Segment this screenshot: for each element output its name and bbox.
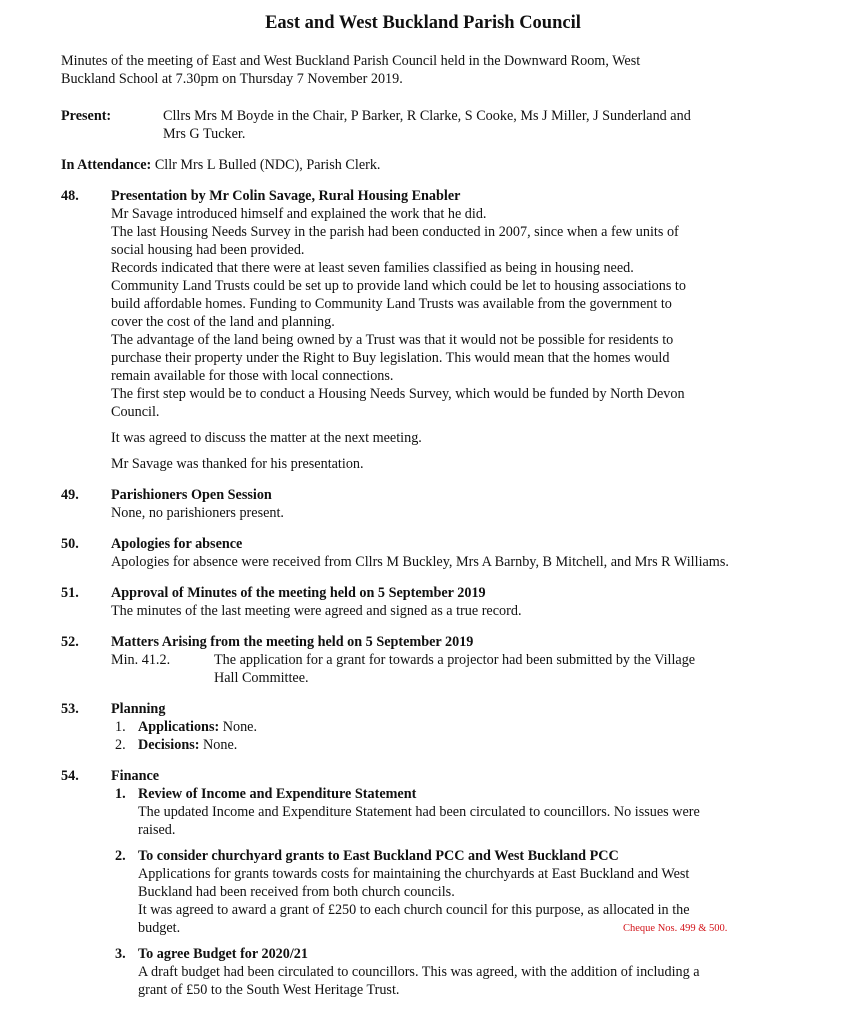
list-item-label: Decisions: xyxy=(138,737,200,753)
list-item-number: 2. xyxy=(115,737,126,753)
section-51-text: The minutes of the last meeting were agreed and signed as a true record. xyxy=(111,603,522,619)
section-51-number: 51. xyxy=(61,585,79,601)
section-48-thanked: Mr Savage was thanked for his presentation. xyxy=(111,456,364,472)
minute-text xyxy=(214,651,774,687)
intro-line: Minutes of the meeting of East and West Buckland Parish Council held in the Downward Room, West xyxy=(61,53,641,69)
section-48-number: 48. xyxy=(61,188,79,204)
finance-item-1-line: The updated Income and Expenditure Statement had been circulated to councillors. No issues were xyxy=(138,804,700,820)
list-item-text: None. xyxy=(199,737,238,753)
cheque-annotation: Cheque Nos. 499 & 500. xyxy=(623,923,728,934)
section-49 xyxy=(111,486,811,522)
section-50 xyxy=(111,535,846,571)
present-line: Mrs G Tucker. xyxy=(163,126,246,142)
section-49-text: None, no parishioners present. xyxy=(111,505,284,521)
finance-item-3-heading: To agree Budget for 2020/21 xyxy=(138,946,308,962)
section-48-line: Records indicated that there were at least seven families classified as being in housing need. xyxy=(111,260,634,276)
section-48-line: social housing had been provided. xyxy=(111,242,305,258)
section-54 xyxy=(111,767,811,999)
finance-item-3 xyxy=(111,945,811,999)
section-51-heading: Approval of Minutes of the meeting held on 5 September 2019 xyxy=(111,585,486,601)
present-list xyxy=(163,107,803,143)
section-48-line: build affordable homes. Funding to Community Land Trusts was available from the government to xyxy=(111,296,672,312)
list-item-number: 3. xyxy=(115,946,126,962)
minute-line: Hall Committee. xyxy=(214,670,309,686)
finance-item-1-line: raised. xyxy=(138,822,176,838)
section-48-line: cover the cost of the land and planning. xyxy=(111,314,335,330)
section-49-heading: Parishioners Open Session xyxy=(111,487,272,503)
list-item-number: 1. xyxy=(115,719,126,735)
minute-reference: Min. 41.2. xyxy=(111,652,171,668)
finance-item-2 xyxy=(111,847,811,937)
finance-item-2-line: Applications for grants towards costs for maintaining the churchyards at East Buckland and West xyxy=(138,866,690,882)
attendance-label: In Attendance: xyxy=(61,157,152,173)
finance-item-2-line: budget. xyxy=(138,920,181,936)
list-item-number: 2. xyxy=(115,848,126,864)
section-52 xyxy=(111,633,811,693)
section-53 xyxy=(111,700,811,754)
section-51 xyxy=(111,584,811,620)
list-item xyxy=(111,736,811,754)
finance-item-1-heading: Review of Income and Expenditure Statement xyxy=(138,786,417,802)
section-50-number: 50. xyxy=(61,536,79,552)
section-53-number: 53. xyxy=(61,701,79,717)
present-line: Cllrs Mrs M Boyde in the Chair, P Barker, R Clarke, S Cooke, Ms J Miller, J Sunderland and xyxy=(163,108,691,124)
list-item-text: None. xyxy=(219,719,258,735)
present-label: Present: xyxy=(61,108,112,124)
section-52-heading: Matters Arising from the meeting held on 5 September 2019 xyxy=(111,634,474,650)
finance-item-1 xyxy=(111,785,811,839)
section-54-number: 54. xyxy=(61,768,79,784)
section-52-number: 52. xyxy=(61,634,79,650)
section-48-agreed: It was agreed to discuss the matter at the next meeting. xyxy=(111,430,422,446)
document-title: East and West Buckland Parish Council xyxy=(265,13,581,33)
section-48-line: The last Housing Needs Survey in the parish had been conducted in 2007, since when a few units of xyxy=(111,224,679,240)
finance-item-2-heading: To consider churchyard grants to East Buckland PCC and West Buckland PCC xyxy=(138,848,619,864)
finance-item-3-line: A draft budget had been circulated to councillors. This was agreed, with the addition of including a xyxy=(138,964,700,980)
intro-paragraph xyxy=(61,52,801,88)
finance-item-2-line: It was agreed to award a grant of £250 to each church council for this purpose, as allocated in the xyxy=(138,902,690,918)
section-48-heading: Presentation by Mr Colin Savage, Rural Housing Enabler xyxy=(111,188,461,204)
section-48-line: The advantage of the land being owned by a Trust was that it would not be possible for residents to xyxy=(111,332,674,348)
attendance-text: Cllr Mrs L Bulled (NDC), Parish Clerk. xyxy=(151,157,381,173)
section-48-line: remain available for those with local connections. xyxy=(111,368,394,384)
section-48-line: Mr Savage introduced himself and explained the work that he did. xyxy=(111,206,487,222)
section-49-number: 49. xyxy=(61,487,79,503)
section-48-line: The first step would be to conduct a Housing Needs Survey, which would be funded by North Devon xyxy=(111,386,685,402)
section-48-line: Community Land Trusts could be set up to provide land which could be let to housing associations to xyxy=(111,278,686,294)
list-item-label: Applications: xyxy=(138,719,220,735)
finance-item-3-line: grant of £50 to the South West Heritage Trust. xyxy=(138,982,400,998)
finance-item-2-last-line xyxy=(138,919,811,937)
minute-line: The application for a grant for towards a projector had been submitted by the Village xyxy=(214,652,696,668)
attendance-line xyxy=(61,156,801,174)
list-item-number: 1. xyxy=(115,786,126,802)
intro-line: Buckland School at 7.30pm on Thursday 7 November 2019. xyxy=(61,71,403,87)
finance-item-2-line: Buckland had been received from both church councils. xyxy=(138,884,455,900)
section-53-heading: Planning xyxy=(111,701,166,717)
section-48-line: purchase their property under the Right to Buy legislation. This would mean that the homes would xyxy=(111,350,670,366)
section-48 xyxy=(111,187,811,473)
section-50-heading: Apologies for absence xyxy=(111,536,243,552)
list-item xyxy=(111,718,811,736)
section-48-line: Council. xyxy=(111,404,160,420)
section-54-heading: Finance xyxy=(111,768,160,784)
section-50-text: Apologies for absence were received from Cllrs M Buckley, Mrs A Barnby, B Mitchell, and Mrs R Williams. xyxy=(111,554,729,570)
